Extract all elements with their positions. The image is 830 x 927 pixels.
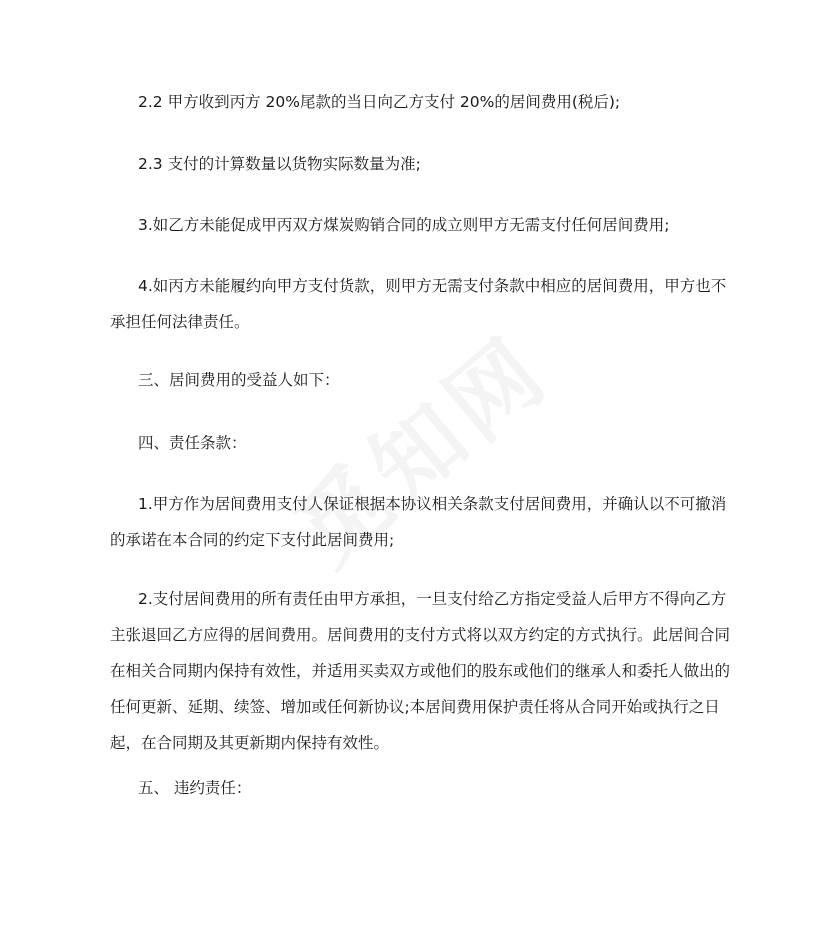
paragraph-text: 2.3 支付的计算数量以货物实际数量为准;	[138, 155, 421, 173]
section-heading-4	[110, 425, 730, 461]
paragraph-3	[110, 207, 730, 243]
paragraph-text: 4.如丙方未能履约向甲方支付货款，则甲方无需支付条款中相应的居间费用，甲方也不承担任何法律责任。	[110, 277, 727, 331]
heading-text: 四、责任条款：	[138, 434, 247, 452]
paragraph-text: 3.如乙方未能促成甲丙双方煤炭购销合同的成立则甲方无需支付任何居间费用;	[138, 216, 670, 234]
heading-text: 五、 违约责任：	[138, 779, 252, 797]
paragraph-text: 2.2 甲方收到丙方 20%尾款的当日向乙方支付 20%的居间费用(税后);	[138, 93, 621, 111]
paragraph-liability-2	[110, 581, 730, 761]
section-heading-5	[110, 770, 730, 806]
paragraph-2-2	[110, 84, 730, 120]
heading-text: 三、居间费用的受益人如下：	[138, 371, 340, 389]
paragraph-4	[110, 268, 730, 340]
paragraph-2-3	[110, 146, 730, 182]
paragraph-text: 2.支付居间费用的所有责任由甲方承担，一旦支付给乙方指定受益人后甲方不得向乙方主张退回乙方应得的居间费用。居间费用的支付方式将以双方约定的方式执行。此居间合同在相关合同期内保持有效性，并适用买卖双方或他们的股东或他们的继承人和委托人做出的任何更新、延期、续签、增加或任何新协议;本居间费用保护责任将从合同开始或执行之日起，在合同期及其更新期内保持有效性。	[110, 590, 731, 752]
paragraph-text: 1.甲方作为居间费用支付人保证根据本协议相关条款支付居间费用，并确认以不可撤消的承诺在本合同的约定下支付此居间费用;	[110, 495, 727, 549]
section-heading-3	[110, 362, 730, 398]
paragraph-liability-1	[110, 486, 730, 558]
